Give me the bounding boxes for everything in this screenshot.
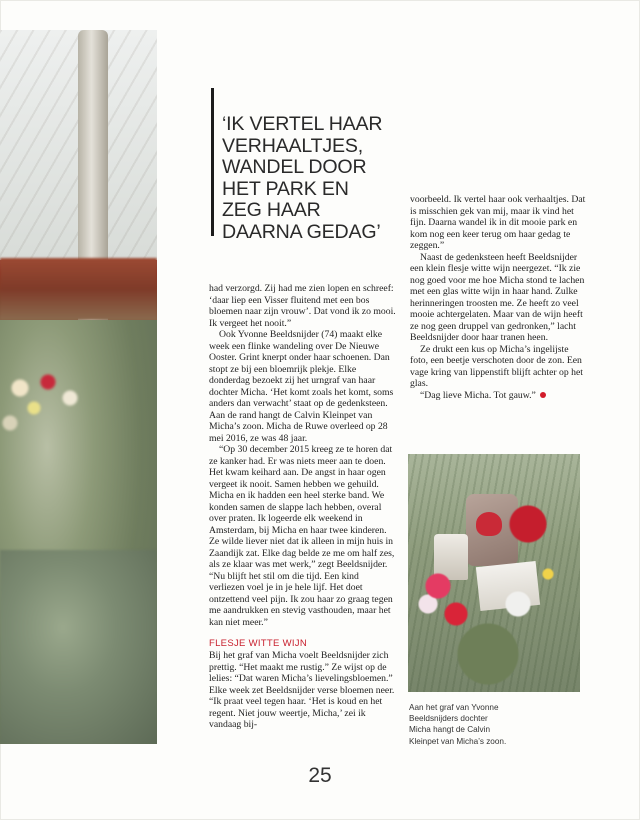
subheading: FLESJE WITTE WIJN — [209, 638, 307, 649]
closing-line: “Dag lieve Micha. Tot gauw.” — [420, 389, 536, 401]
paragraph: Bij het graf van Micha voelt Beeldsnijder zich prettig. “Het maakt me rustig.” Ze wijst op de lelies: “Dat waren Micha’s lievelingsbloemen.” Elke week zet Beeldsnijder verse bloemen neer. “Ik praat veel tegen haar. ‘Het is koud en het regent. Niet jouw weertje, Micha,’ zei ik vandaag bij- — [209, 650, 395, 730]
page-number: 25 — [308, 764, 332, 787]
closing-paragraph — [410, 390, 586, 402]
paragraph: Ze drukt een kus op Micha’s ingelijste foto, een beetje verschoten door de zon. Een vage kring van lippenstift blijft achter op het glas. — [410, 343, 583, 389]
pull-quote: ‘IK VERTEL HAAR VERHAALTJES, WANDEL DOOR HET PARK EN ZEG HAAR DAARNA GEDAG’ — [222, 113, 383, 243]
grave-photo — [408, 454, 580, 692]
paragraph: Ook Yvonne Beeldsnijder (74) maakt elke week een flinke wandeling over De Nieuwe Ooster. Grint knerpt onder haar schoenen. Dan stopt ze bij een bloemrijk plekje. Elke donderdag bezoekt zij het urngraf van haar dochter Micha. ‘Het komt zoals het komt, soms anders dan verwacht’ staat op de gedenksteen. Aan de rand hangt de Calvin Kleinpet van Micha’s zoon. Micha de Ruwe overleed op 28 mei 2016, ze was 48 jaar. — [209, 329, 394, 444]
article-column-2 — [410, 194, 586, 401]
park-photo — [0, 30, 157, 744]
paragraph: Naast de gedenksteen heeft Beeldsnijder een klein flesje witte wijn neergezet. “Ik zie nog goed voor me hoe Micha stond te lachen met een glas witte wijn in haar hand. Zulke herinneringen troosten me. Ze heeft zo veel mooie achtergelaten. Maar van de wijn heeft ze nog geen druppel van gedronken,” lacht Beeldsnijder door haar tranen heen. — [410, 251, 585, 343]
article-column-1 — [209, 283, 396, 731]
paragraph: “Op 30 december 2015 kreeg ze te horen dat ze kanker had. Er was niets meer aan te doen. Het kwam keihard aan. De angst in haar ogen vergeet ik nooit. Samen hebben we gehuild. Micha en ik hadden een heel sterke band. We konden samen de slappe lach hebben, overal over praten. Ik logeerde elk weekend in Amsterdam, bij Micha en haar twee kinderen. Ze wilde liever niet dat ik alleen in mijn huis in Zaandijk zat. Elke dag belde ze me om half zes, als ze klaar was met werk,” zegt Beeldsnijder. “Nu blijft het stil om die tijd. Een kind verliezen voel je in je hele lijf. Het doet ontzettend veel pijn. Ik zou haar zo graag tegen me aandrukken en stevig vasthouden, maar het kan niet meer.” — [209, 444, 395, 628]
photo-caption: Aan het graf van Yvonne Beeldsnijders dochter Micha hangt de Calvin Kleinpet van Micha’s zoon. — [409, 703, 507, 746]
paragraph: voorbeeld. Ik vertel haar ook verhaaltjes. Dat is misschien gek van mij, maar ik vind het fijn. Daarna wandel ik in dit mooie park en kom nog een keer terug om haar gedag te zeggen.” — [410, 194, 586, 251]
end-mark-icon — [540, 392, 546, 398]
paragraph: had verzorgd. Zij had me zien lopen en schreef: ‘daar liep een Visser fluitend met een bos bloemen naar zijn vrouw’. Dat vond ik zo mooi. Ik vergeet het nooit.” — [209, 283, 396, 329]
quote-bar — [211, 88, 214, 236]
